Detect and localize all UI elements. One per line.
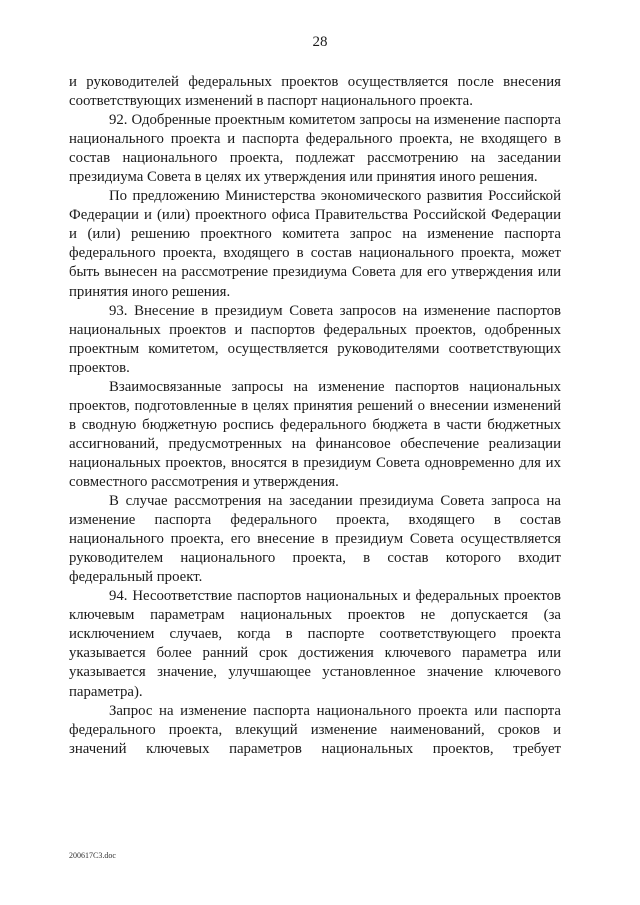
paragraph: Взаимосвязанные запросы на изменение паспортов национальных проектов, подготовленные в целях принятия решений о внесении изменений в сводную бюджетную роспись федерального бюджета в части бюджетных ассигнований, предусмотренных на финансовое обеспечение реализации национальных проектов, вносятся в президиум Совета одновременно для их совместного рассмотрения и утверждения. [69,378,561,490]
page-number: 28 [312,34,328,50]
paragraph: Запрос на изменение паспорта национального проекта или паспорта федерального проекта, влекущий изменение наименований, сроков и значений ключевых параметров национальных проектов, требует [69,702,561,757]
paragraph: и руководителей федеральных проектов осуществляется после внесения соответствующих изменений в паспорт национального проекта. [69,74,561,110]
document-body [69,73,561,759]
paragraph: По предложению Министерства экономического развития Российской Федерации и (или) проектного офиса Правительства Российской Федерации и (или) решению проектного комитета запрос на изменение паспорта федерального проекта, входящего в состав национального проекта, может быть вынесен на рассмотрение президиума Совета для его утверждения или принятия иного решения. [69,188,561,300]
paragraph: В случае рассмотрения на заседании президиума Совета запроса на изменение паспорта федерального проекта, входящего в состав национального проекта, его внесение в президиум Совета осуществляется руководителем национального проекта, в состав которого входит федеральный проект. [69,493,561,586]
file-name-footer: 200617C3.doc [69,851,116,860]
paragraph: 93. Внесение в президиум Совета запросов на изменение паспортов национальных проектов и паспортов федеральных проектов, одобренных проектным комитетом, осуществляется руководителями соответствующих проектов. [69,302,561,376]
paragraph: 92. Одобренные проектным комитетом запросы на изменение паспорта национального проекта и паспорта федерального проекта, не входящего в состав национального проекта, подлежат рассмотрению на заседании президиума Совета в целях их утверждения или принятия иного решения. [69,112,561,186]
paragraph: 94. Несоответствие паспортов национальных и федеральных проектов ключевым параметрам национальных проектов не допускается (за исключением случаев, когда в паспорте соответствующего проекта указывается более ранний срок достижения ключевого параметра или указывается значение, улучшающее установленное значение ключевого параметра). [69,588,561,700]
